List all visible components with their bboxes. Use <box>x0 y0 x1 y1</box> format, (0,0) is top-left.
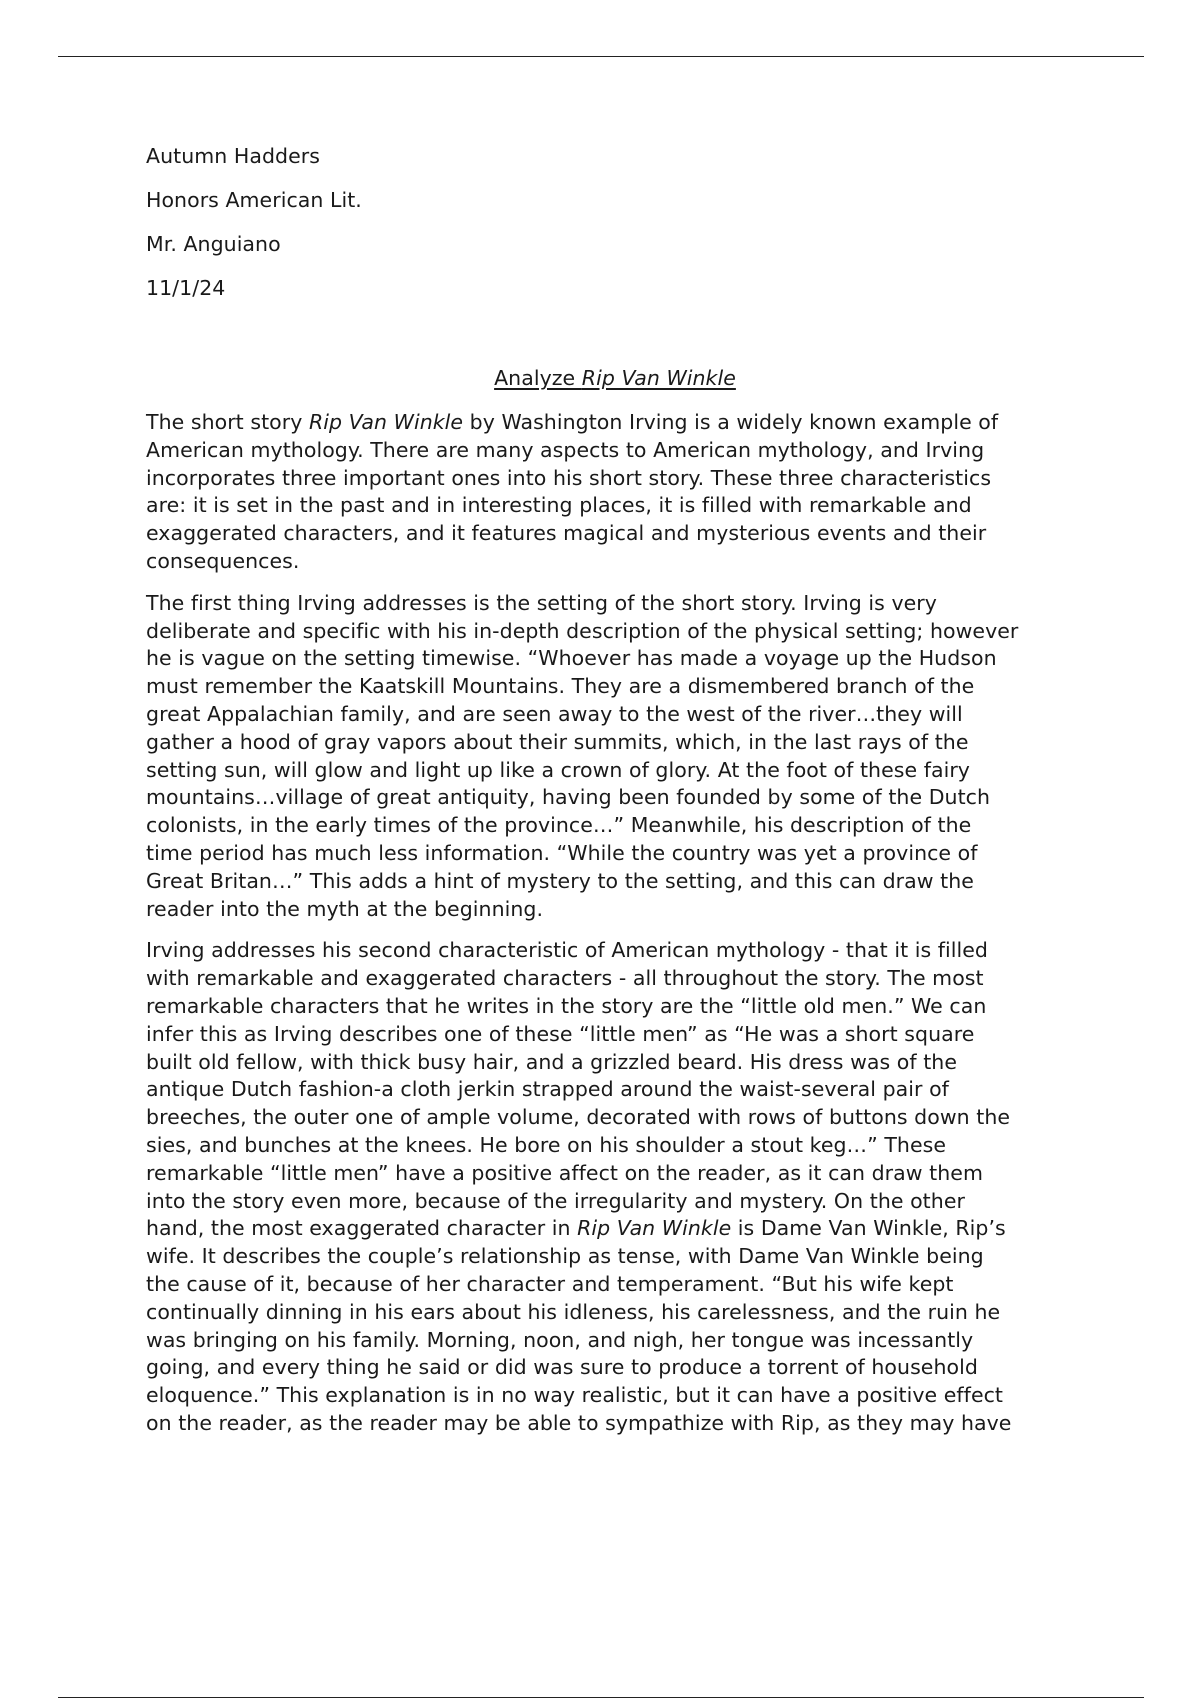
paragraph-line: American mythology. There are many aspects to American mythology, and Irving <box>146 437 985 462</box>
paragraph-line: consequences. <box>146 548 300 573</box>
paragraph-line: Irving addresses his second characteristic of American mythology - that it is filled <box>146 938 988 963</box>
essay-paragraph <box>146 590 1084 924</box>
paragraph-line: time period has much less information. “While the country was yet a province of <box>146 840 978 865</box>
paragraph-line <box>146 1215 1084 1243</box>
page-bottom-rule <box>58 1697 1144 1698</box>
essay-paragraph <box>146 937 1084 1437</box>
paragraph-line: going, and every thing he said or did was sure to produce a torrent of household <box>146 1355 978 1380</box>
paragraph-line: he is vague on the setting timewise. “Whoever has made a voyage up the Hudson <box>146 646 997 671</box>
paragraph-line: deliberate and specific with his in-depth description of the physical setting; however <box>146 618 1019 643</box>
paragraph-line: remarkable “little men” have a positive affect on the reader, as it can draw them <box>146 1160 983 1185</box>
paragraph-line: built old fellow, with thick busy hair, and a grizzled beard. His dress was of the <box>146 1049 958 1074</box>
paragraph-line: was bringing on his family. Morning, noon, and nigh, her tongue was incessantly <box>146 1327 974 1352</box>
title-prefix: Analyze <box>494 366 582 390</box>
paragraph-line: eloquence.” This explanation is in no way realistic, but it can have a positive effect <box>146 1383 1004 1408</box>
paragraph-line <box>146 409 1084 437</box>
line-text: is Dame Van Winkle, Rip’s <box>731 1216 1006 1241</box>
paragraph-line: on the reader, as the reader may be able to sympathize with Rip, as they may have <box>146 1410 1012 1435</box>
paragraph-line: infer this as Irving describes one of these “little men” as “He was a short square <box>146 1021 975 1046</box>
paragraph-line: exaggerated characters, and it features magical and mysterious events and their <box>146 521 987 546</box>
page-top-rule <box>58 56 1144 57</box>
paragraph-line: continually dinning in his ears about his idleness, his carelessness, and the ruin he <box>146 1299 1001 1324</box>
title-italic: Rip Van Winkle <box>581 366 736 390</box>
paragraph-line: remarkable characters that he writes in the story are the “little old men.” We can <box>146 993 987 1018</box>
page-title <box>146 365 1084 391</box>
paragraph-line: Great Britan…” This adds a hint of mystery to the setting, and this can draw the <box>146 868 974 893</box>
line-text: The short story <box>146 410 309 434</box>
paragraph-line: are: it is set in the past and in interesting places, it is filled with remarkable and <box>146 493 972 518</box>
teacher-name: Mr. Anguiano <box>146 232 281 256</box>
line-text: by Washington Irving is a widely known example of <box>463 410 999 434</box>
paragraph-line: colonists, in the early times of the province…” Meanwhile, his description of the <box>146 813 972 838</box>
document-body <box>146 144 1084 1435</box>
author-name: Autumn Hadders <box>146 144 320 168</box>
line-text: hand, the most exaggerated character in <box>146 1216 578 1241</box>
paragraph-line: antique Dutch fashion-a cloth jerkin strapped around the waist-several pair of <box>146 1077 949 1102</box>
paragraph-line: setting sun, will glow and light up like a crown of glory. At the foot of these fairy <box>146 757 970 782</box>
paragraph-line: breeches, the outer one of ample volume, decorated with rows of buttons down the <box>146 1105 1011 1130</box>
paragraph-line: gather a hood of gray vapors about their summits, which, in the last rays of the <box>146 729 969 754</box>
paragraph-line: great Appalachian family, and are seen away to the west of the river…they will <box>146 701 963 726</box>
paragraph-line: into the story even more, because of the irregularity and mystery. On the other <box>146 1188 965 1213</box>
paragraph-line: must remember the Kaatskill Mountains. They are a dismembered branch of the <box>146 674 975 699</box>
paragraph-line: wife. It describes the couple’s relationship as tense, with Dame Van Winkle being <box>146 1244 984 1269</box>
essay-paragraph <box>146 409 1084 576</box>
paragraph-line: with remarkable and exaggerated characters - all throughout the story. The most <box>146 966 984 991</box>
course-name: Honors American Lit. <box>146 188 362 212</box>
paragraph-line: incorporates three important ones into his short story. These three characteristics <box>146 465 992 490</box>
paragraph-line: mountains…village of great antiquity, having been founded by some of the Dutch <box>146 785 991 810</box>
essay-body <box>146 409 1084 1452</box>
paragraph-line: the cause of it, because of her character and temperament. “But his wife kept <box>146 1271 954 1296</box>
italic-title-text: Rip Van Winkle <box>577 1216 732 1241</box>
date: 11/1/24 <box>146 276 226 300</box>
paragraph-line: reader into the myth at the beginning. <box>146 896 544 921</box>
paragraph-line: The first thing Irving addresses is the setting of the short story. Irving is very <box>146 590 937 615</box>
paragraph-line: sies, and bunches at the knees. He bore on his shoulder a stout keg…” These <box>146 1132 947 1157</box>
italic-title-text: Rip Van Winkle <box>308 410 464 434</box>
